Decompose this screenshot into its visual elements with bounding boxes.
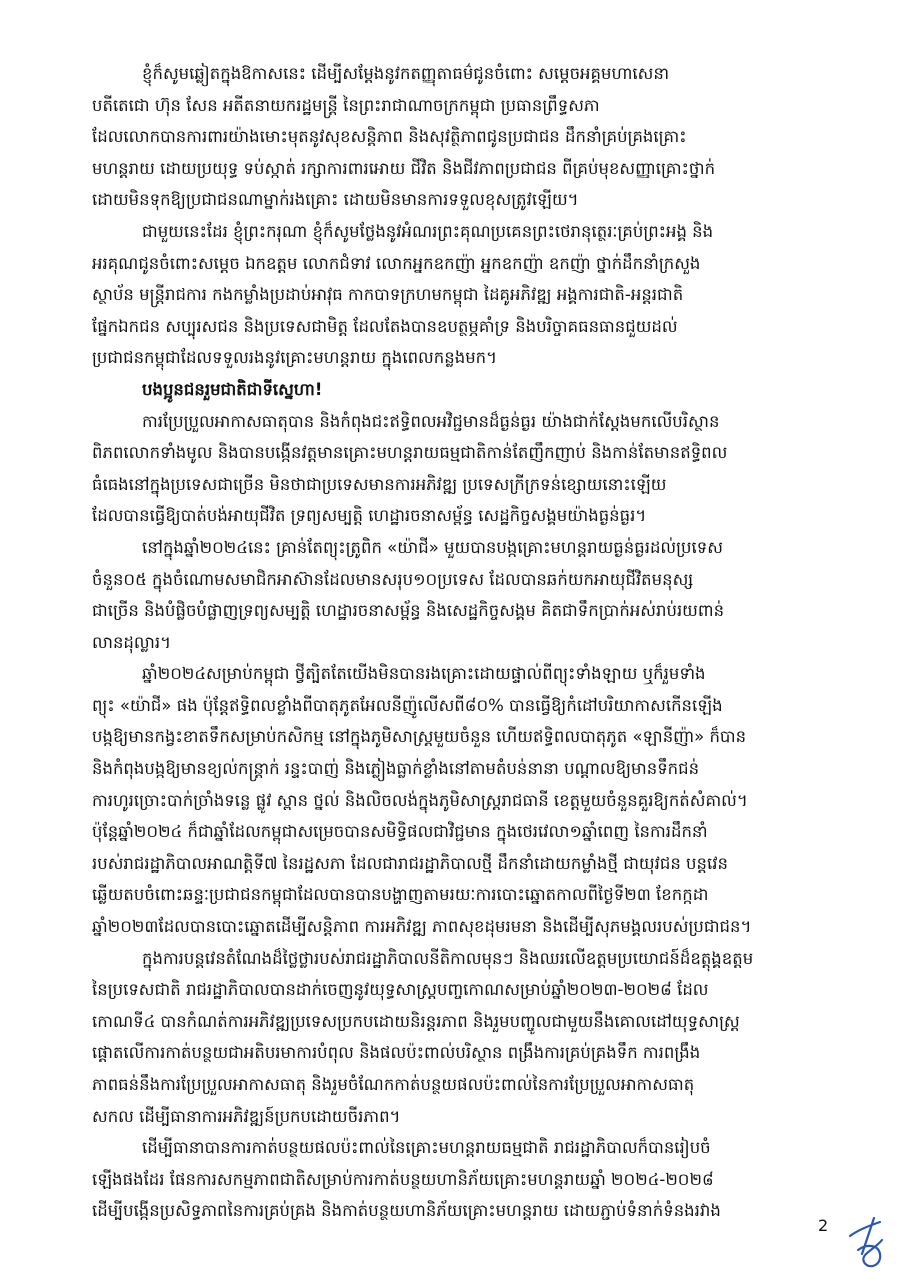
text-line: ដែលលោកបានការពារយ៉ាងមោះមុតនូវសុខសន្តិភាព និងសុវត្ថិភាពជូនប្រជាជន ដឹកនាំគ្រប់គ្រងគ្រោះ: [92, 127, 687, 147]
text-line: ប៉ុន្តែឆ្នាំ២០២៤ ក៏ជាឆ្នាំដែលកម្ពុជាសម្រេចបានសមិទ្ធិផលជាវិជ្ជមាន ក្នុងថេរវេលា១ឆ្នាំពេញ នៃការដឹកនាំ: [92, 822, 708, 842]
text-line: របស់រាជរដ្ឋាភិបាលអាណត្តិទី៧ នៃរដ្ឋសភា ដែលជារាជរដ្ឋាភិបាលថ្មី ដឹកនាំដោយកម្លាំងថ្មី ជាយុវជន បន្តវេន: [92, 853, 728, 873]
text-line: នៅក្នុងឆ្នាំ២០២៤នេះ គ្រាន់តែព្យុះត្រូពិក «យ៉ាជី» មួយបានបង្កគ្រោះមហន្តរាយធ្ងន់ធ្ងរដល់ប្រទេស: [142, 537, 723, 557]
text-line: បង្កឱ្យមានកង្វះខាតទឹកសម្រាប់កសិកម្ម នៅក្នុងភូមិសាស្ត្រមួយចំនួន ហើយឥទ្ធិពលបាតុភូត «ឡានីញ៉ា» ក៏បាន: [92, 727, 747, 747]
text-line: ភាពធន់នឹងការប្រែប្រួលអាកាសធាតុ និងរួមចំណែកកាត់បន្ថយផលប៉ះពាល់នៃការប្រែប្រួលអាកាសធាតុ: [92, 1075, 695, 1094]
text-line: ផ្នែកឯកជន សប្បុរសជន និងប្រទេសជាមិត្ត ដែលតែងបានឧបត្ថម្ភគាំទ្រ និងបរិច្ចាគធនធានជួយដល់: [92, 316, 678, 336]
page-number: 2: [818, 1216, 829, 1235]
text-line: នៃប្រទេសជាតិ រាជរដ្ឋាភិបាលបានដាក់ចេញនូវយុទ្ធសាស្ត្របញ្ចកោណសម្រាប់ឆ្នាំ២០២៣-២០២៨ ដែល: [92, 980, 709, 1000]
section-heading: [92, 374, 817, 406]
text-line: ប្រជាជនកម្ពុជាដែលទទួលរងនូវគ្រោះមហន្តរាយ ក្នុងពេលកន្លងមក។: [92, 348, 498, 368]
signature-initials: [844, 1210, 894, 1274]
paragraph: [92, 406, 817, 532]
text-line: កោណទី៤ បានកំណត់ការអភិវឌ្ឍប្រទេសប្រកបដោយនិរន្តរភាព និងរួមបញ្ចូលជាមួយនឹងគោលដៅយុទ្ធសាស្ត្រ: [92, 1011, 740, 1031]
text-line: មហន្តរាយ ដោយប្រយុទ្ធ ទប់ស្កាត់ រក្សាការពារអោយ ជីវិត និងជីវភាពប្រជាជន ពីគ្រប់មុខសញ្ញាគ្រោះថ្នាក់: [92, 158, 716, 178]
text-line: អរគុណជូនចំពោះសម្តេច ឯកឧត្តម លោកជំទាវ លោកអ្នកឧកញ៉ា អ្នកឧកញ៉ា ឧកញ៉ា ថ្នាក់ដឹកនាំក្រសួង: [92, 253, 701, 273]
text-line: ដែលបានធ្វើឱ្យបាត់បង់អាយុជីវិត ទ្រព្យសម្បត្តិ ហេដ្ឋារចនាសម្ព័ន្ធ សេដ្ឋកិច្ចសង្គមយ៉ាងធ្ងន់ធ្ងរ។: [92, 506, 647, 526]
text-line: ក្នុងការបន្តវេនតំណែងដ៏ថ្លៃថ្លារបស់រាជរដ្ឋាភិបាលនីតិកាលមុនៗ និងឈរលើឧត្តមប្រយោជន៍ដ៏ឧត្តុង្គឧត្តម: [142, 948, 754, 968]
text-line: និងកំពុងបង្កឱ្យមានខ្យល់កន្ត្រាក់ រន្ទះបាញ់ និងភ្លៀងធ្លាក់ខ្លាំងនៅតាមតំបន់នានា បណ្តាលឱ្យមានទឹកជន់: [92, 759, 700, 779]
paragraph: [92, 216, 817, 374]
paragraph: [92, 1132, 817, 1227]
text-line: លានដុល្លារ។: [92, 632, 171, 652]
text-line: ការប្រែប្រួលអាកាសធាតុបាន និងកំពុងជះឥទ្ធិពលអវិជ្ជមានដ៏ធ្ងន់ធ្ងរ យ៉ាងជាក់ស្តែងមកលើបរិស្ថាន: [142, 411, 720, 431]
text-line: ខ្ញុំក៏សូមឆ្លៀតក្នុងឱកាសនេះ ដើម្បីសម្តែងនូវកតញ្ញុតាធម៌ជូនចំពោះ សម្តេចអគ្គមហាសេនា: [142, 64, 670, 83]
paragraph: [92, 658, 817, 942]
paragraph: [92, 532, 817, 658]
document-body: [92, 58, 817, 1227]
paragraph: [92, 943, 817, 1133]
paragraph: [92, 58, 817, 216]
text-line: ស្ថាប័ន មន្ត្រីរាជការ កងកម្លាំងប្រដាប់អាវុធ កាកបាទក្រហមកម្ពុជា ដៃគូអភិវឌ្ឍ អង្គការជាតិ-អន្តរជាតិ: [92, 285, 684, 305]
text-line: ដើម្បីបង្កើនប្រសិទ្ធភាពនៃការគ្រប់គ្រង និងកាត់បន្ថយហានិភ័យគ្រោះមហន្តរាយ ដោយភ្ជាប់ទំនាក់ទំនងរវាង: [92, 1201, 721, 1221]
text-line: ពិភពលោកទាំងមូល និងបានបង្កើនវត្តមានគ្រោះមហន្តរាយធម្មជាតិកាន់តែញឹកញាប់ និងកាន់តែមានឥទ្ធិពល: [92, 443, 728, 463]
text-line: ចំនួន០៥ ក្នុងចំណោមសមាជិកអាស៊ានដែលមានសរុប១០ប្រទេស ដែលបានឆក់យកអាយុជីវិតមនុស្ស: [92, 569, 694, 589]
text-line: ឡើងផងដែរ ផែនការសកម្មភាពជាតិសម្រាប់ការកាត់បន្ថយហានិភ័យគ្រោះមហន្តរាយឆ្នាំ ២០២៤-២០២៨: [92, 1169, 714, 1189]
text-line: ធំធេងនៅក្នុងប្រទេសជាច្រើន មិនថាជាប្រទេសមានការអភិវឌ្ឍ ប្រទេសក្រីក្រទន់ខ្សោយនោះឡើយ: [92, 474, 667, 494]
text-line: ដើម្បីធានាបានការកាត់បន្ថយផលប៉ះពាល់នៃគ្រោះមហន្តរាយធម្មជាតិ រាជរដ្ឋាភិបាលក៏បានរៀបចំ: [142, 1138, 711, 1158]
text-line: ឆ្លើយតបចំពោះឆន្ទៈប្រជាជនកម្ពុជាដែលបានបានបង្ហាញតាមរយៈការបោះឆ្នោតកាលពីថ្ងៃទី២៣ ខែកក្កដា: [92, 885, 709, 905]
text-line: ផ្តោតលើការកាត់បន្ថយជាអតិបរមាការបំពុល និងផលប៉ះពាល់បរិស្ថាន ពង្រឹងការគ្រប់គ្រងទឹក ការពង្រឹង: [92, 1043, 701, 1063]
text-line: បងប្អូនជនរួមជាតិជាទីស្នេហា!: [142, 379, 323, 399]
text-line: ជាមួយនេះដែរ ខ្ញុំព្រះករុណា ខ្ញុំក៏សូមថ្លែងនូវអំណរព្រះគុណប្រគេនព្រះថេរានុត្ថេរៈគ្រប់ព្រះអង្គ និង: [142, 221, 714, 241]
text-line: ដោយមិនទុកឱ្យប្រជាជនណាម្នាក់រងគ្រោះ ដោយមិនមានការទទួលខុសត្រូវឡើយ។: [92, 190, 579, 210]
text-line: ឆ្នាំ២០២៣ដែលបានបោះឆ្នោតដើម្បីសន្តិភាព ការអភិវឌ្ឍ ភាពសុខដុមរមនា និងដើម្បីសុភមង្គលរបស់ប្រជាជន។: [92, 917, 752, 937]
text-line: បតីតេជោ ហ៊ុន សែន អតីតនាយករដ្ឋមន្ត្រី នៃព្រះរាជាណាចក្រកម្ពុជា ប្រធានព្រឹទ្ធសភា: [92, 95, 600, 115]
text-line: សកល ដើម្បីធានាការអភិវឌ្ឍន៍ប្រកបដោយចីរភាព។: [92, 1106, 401, 1126]
text-line: ឆ្នាំ២០២៤សម្រាប់កម្ពុជា ថ្វីត្បិតតែយើងមិនបានរងគ្រោះដោយផ្ទាល់ពីព្យុះទាំងឡាយ ឬក៏រួមទាំង: [142, 664, 706, 684]
text-line: ជាច្រើន និងបំផ្លិចបំផ្លាញទ្រព្យសម្បត្តិ ហេដ្ឋារចនាសម្ព័ន្ធ និងសេដ្ឋកិច្ចសង្គម គិតជាទឹកប្រាក់អស់រាប់រយពាន់: [92, 601, 725, 621]
text-line: ព្យុះ «យ៉ាជី» ផង ប៉ុន្តែឥទ្ធិពលខ្លាំងពីបាតុភូតអែលនីញ៉ូលើសពី៨០% បានធ្វើឱ្យកំដៅបរិយាកាសកើនឡើង: [92, 695, 723, 715]
text-line: ការហូរច្រោះបាក់ច្រាំងទន្លេ ផ្លូវ ស្ពាន ថ្នល់ និងលិចលង់ក្នុងភូមិសាស្ត្ររាជធានី ខេត្តមួយចំនួនគួរឱ្យកត់សំគាល់។: [92, 790, 748, 810]
